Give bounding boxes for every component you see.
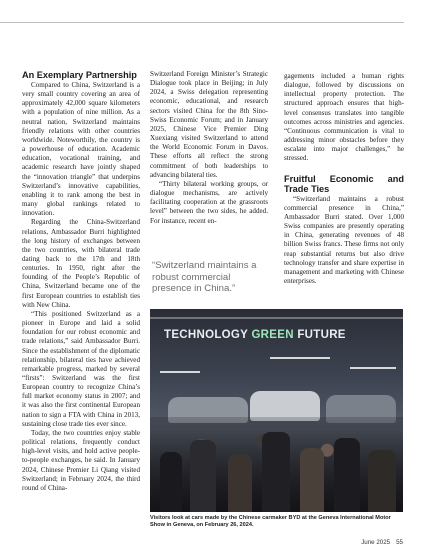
- visitor: [190, 440, 216, 512]
- photo-banner-text: TECHNOLOGY GREEN FUTURE: [164, 329, 346, 341]
- body-paragraph: Switzerland Foreign Minister’s Strategic Dialogue took place in Beijing; in July 2024, a Swiss delegation representing economic, educational, and research sectors visited China for the 8th Sino-Swiss Economic Forum; and in January 2025, Chinese Vice Premier Ding Xuexiang visited Switzerland to attend the World Economic Forum in Davos. These efforts all reflect the strong commitment of both leaderships to advancing bilateral ties.: [150, 70, 268, 179]
- visitor: [300, 448, 324, 512]
- body-paragraph: “Switzerland maintains a robust commercial presence in China,” Ambassador Burri stated. Over 1,000 Swiss companies are presently operating in China, generating revenues of 48 billion Swiss francs. These firms not only reap substantial returns but also drive technology transfer and share expertise in management and marketing with Chinese enterprises.: [284, 194, 404, 285]
- visitor: [160, 452, 182, 512]
- column-3: [284, 72, 404, 286]
- section-heading-economic-trade-ties: Fruitful Economic and Trade Ties: [284, 173, 404, 194]
- body-paragraph: Compared to China, Switzerland is a very small country covering an area of approximately 42,000 square kilometers with a population of nine million. As a neutral nation, Switzerland maintains friendly relations with other countries worldwide. Noteworthily, the country is a powerhouse of education. Academic education, vocational training, and academic research have jointly shaped the “innovation triangle” that underpins Switzerland’s innovative capabilities, enabling it to rank among the best in many global rankings related to innovation.: [22, 81, 140, 218]
- body-paragraph: gagements included a human rights dialogue, followed by discussions on intellectual property protection. The structured approach ensures that high-level consensus translates into tangible outcomes across ministries and agencies. “Continuous communication is vital to addressing minor obstacles before they escalate into major challenges,” he stressed.: [284, 72, 404, 163]
- body-paragraph: Today, the two countries enjoy stable political relations, frequently conduct high-level visits, and hold active people-to-people exchanges, he said. In January 2024, Chinese Premier Li Qiang visited Switzerland; in February 2024, the third round of China-: [22, 428, 140, 492]
- body-paragraph: “This positioned Switzerland as a pioneer in Europe and laid a solid foundation for our robust economic and trade relations,” said Ambassador Burri. Since the establishment of the diplomatic relationship, bilateral ties have achieved remarkable progress, marked by several “firsts”: Switzerland was the first European country to recognize China’s full market economy status in 2007; and it was also the first continental European nation to sign a FTA with China in 2013, sustaining close trade ties ever since.: [22, 309, 140, 428]
- page-footer: [361, 539, 403, 546]
- ceiling-light: [150, 317, 403, 319]
- visitor: [334, 438, 360, 512]
- stage-light: [350, 367, 396, 369]
- stage-light: [270, 357, 330, 359]
- header-rule: [0, 22, 404, 23]
- issue-date: June 2025: [361, 539, 391, 546]
- body-paragraph: Regarding the China-Switzerland relations, Ambassador Burri highlighted the long history of exchanges between the two countries, with bilateral trade dating back to the 17th and 18th centuries. In 1950, right after the founding of the People’s Republic of China, Switzerland became one of the first European countries to establish ties with New China.: [22, 218, 140, 309]
- column-1: [22, 70, 140, 493]
- visitor: [228, 454, 252, 512]
- page-number: 55: [396, 539, 403, 546]
- section-heading-exemplary-partnership: An Exemplary Partnership: [22, 70, 137, 80]
- stage-light: [160, 371, 200, 373]
- column-2: [150, 70, 268, 226]
- motor-show-photo: [150, 309, 403, 512]
- visitor: [262, 432, 290, 512]
- body-paragraph: “Thirty bilateral working groups, or dialogue mechanisms, are actively facilitating cooperation at the grassroots level” between the two sides, he added. For instance, recent en-: [150, 179, 268, 225]
- visitor: [368, 450, 396, 512]
- photo-caption: Visitors look at cars made by the Chinese carmaker BYD at the Geneva International Motor Show in Geneva, on February 26, 2024.: [150, 515, 391, 529]
- pull-quote: “Switzerland maintains a robust commercial presence in China.”: [152, 260, 257, 295]
